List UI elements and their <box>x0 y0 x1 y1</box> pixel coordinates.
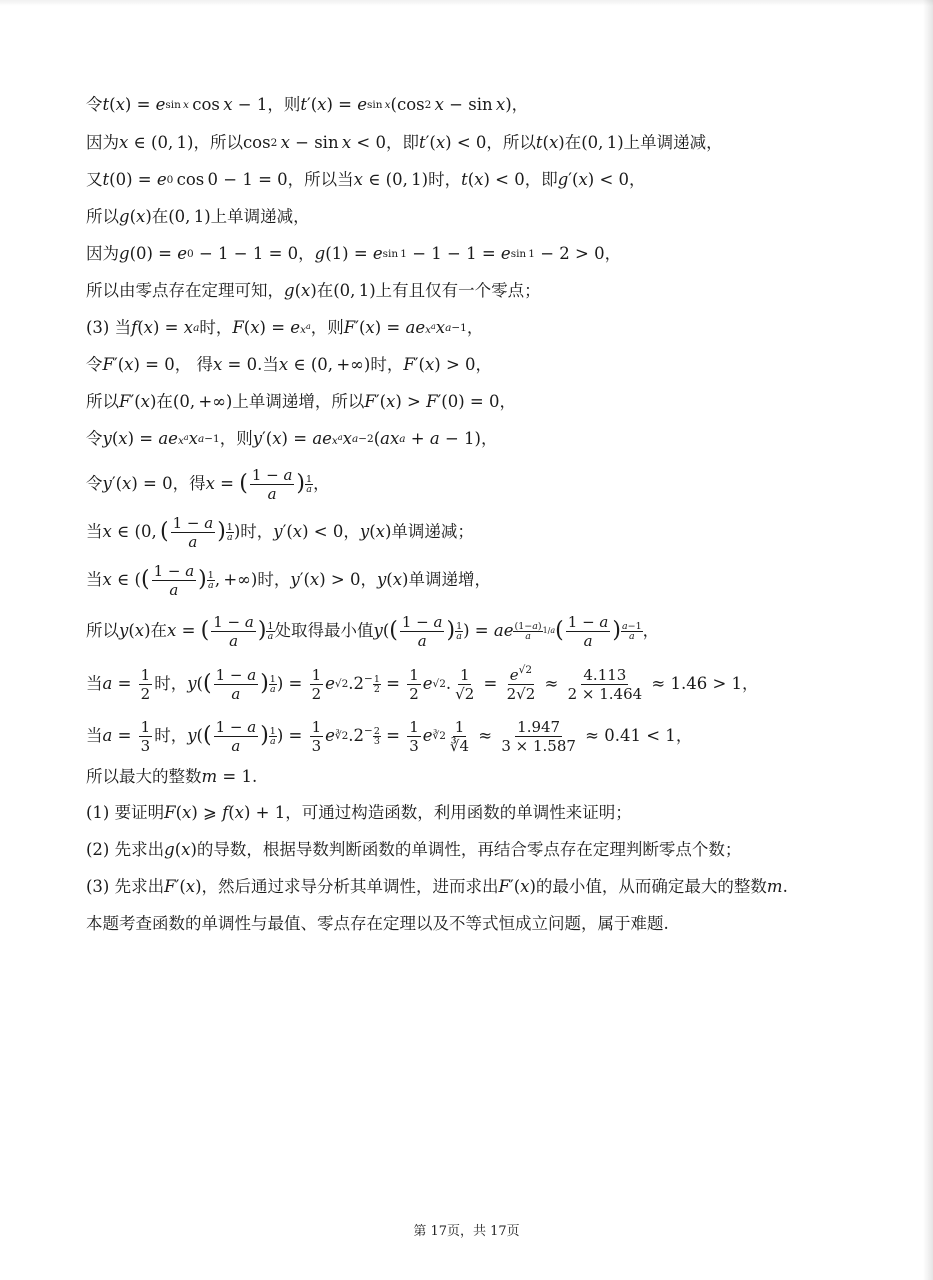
solution-line-15: 当 a = $\frac{1}{2}$ 时， y ( ( $\frac{1 - a}{a}$ ) $\frac{1}{a}$ ) = $\frac{1}{2}$ e √2 .2 − $\frac{1}{2}$ = $\frac{1}{2}$ e √2 . $\frac{1}{√2}$ = $\frac{e^{√2}}{2√2}$ ≈ $\frac{4.113}{2 \times 1.464}$ ≈ 1.46 > 1 ， <box>86 663 759 703</box>
analysis-line-3: (3) 先求出 F ′( x ) ，然后通过求导分析其单调性，进而求出 F ′( x ) 的最小值，从而确定最大的整数 m . <box>86 877 788 896</box>
analysis-line-2: (2) 先求出 g ( x ) 的导数，根据导数判断函数的单调性，再结合零点存在定理判断零点个数； <box>86 840 742 859</box>
solution-line-2: 因为 x ∈ (0, 1) ，所以 cos 2 x − sin x < 0 ，即 t ′( x ) < 0 ，所以 t ( x ) 在 (0, 1) 上单调递减， <box>86 133 723 152</box>
page-number-footer: 第 17页，共 17页 <box>413 1224 520 1239</box>
solution-line-14: 所以 y ( x ) 在 x = ( $\frac{1 - a}{a}$ ) $\frac{1}{a}$ 处取得最小值 y ( ( $\frac{1 - a}{a}$ ) $\frac{1}{a}$ ) = ae $\frac{(1-a)}{a}$ 1/a ( $\frac{1 - a}{a}$ ) $\frac{a-1}{a}$ ， <box>86 612 660 650</box>
solution-line-3: 又 t (0) = e 0 cos 0 − 1 = 0 ，所以当 x ∈ (0, 1) 时， t ( x ) < 0 ，即 g ′( x ) < 0 ， <box>86 170 646 189</box>
solution-line-5: 因为 g (0) = e 0 − 1 − 1 = 0 ， g (1) = e sin 1 − 1 − 1 = e sin 1 − 2 > 0 ， <box>86 244 622 263</box>
solution-line-13: 当 x ∈ ( ( $\frac{1 - a}{a}$ ) $\frac{1}{a}$ , +∞) 时， y ′( x ) > 0 ， y ( x ) 单调递增， <box>86 561 491 599</box>
solution-line-10: 令 y ( x ) = ae $x^a$ x a−1 ，则 y ′( x ) = ae $x^a$ x a−2 ( ax a + a − 1) ， <box>86 429 498 448</box>
solution-line-7: (3) 当 f ( x ) = x a 时， F ( x ) = e $x^a$ ，则 F ′( x ) = ae $x^a$ x a−1 ， <box>86 318 484 337</box>
analysis-line-1: (1) 要证明 F ( x ) ⩾ f ( x ) + 1 ，可通过构造函数，利用函数的单调性来证明； <box>86 803 632 822</box>
solution-line-16: 当 a = $\frac{1}{3}$ 时， y ( ( $\frac{1 - a}{a}$ ) $\frac{1}{a}$ ) = $\frac{1}{3}$ e ∛2 .2 − $\frac{2}{3}$ = $\frac{1}{3}$ e ∛2 $\frac{1}{∛4}$ ≈ $\frac{1.947}{3 \times 1.587}$ ≈ 0.41 < 1 ， <box>86 717 693 755</box>
solution-line-6: 所以由零点存在定理可知， g ( x ) 在 (0, 1) 上有且仅有一个零点； <box>86 281 541 300</box>
solution-line-1: 令 t ( x ) = e sin x cos x − 1 ，则 t ′( x ) = e sin x (cos 2 x − sin x ) ， <box>86 95 529 114</box>
solution-line-12: 当 x ∈ (0, ( $\frac{1 - a}{a}$ ) $\frac{1}{a}$ ) 时， y ′( x ) < 0 ， y ( x ) 单调递减； <box>86 513 474 551</box>
solution-line-8: 令 F ′( x ) = 0 ， 得 x = 0. 当 x ∈ (0, +∞) 时， F ′( x ) > 0 ， <box>86 355 493 374</box>
analysis-line-4: 本题考查函数的单调性与最值、零点存在定理以及不等式恒成立问题，属于难题. <box>86 914 669 933</box>
solution-line-11: 令 y ′( x ) = 0 ，得 x = ( $\frac{1 - a}{a}$ ) $\frac{1}{a}$ ， <box>86 465 330 503</box>
solution-line-9: 所以 F ′( x ) 在 (0, +∞) 上单调递增，所以 F ′( x ) > F ′(0) = 0 ， <box>86 392 516 411</box>
solution-line-17: 所以最大的整数 m = 1. <box>86 767 258 786</box>
solution-line-4: 所以 g ( x ) 在 (0, 1) 上单调递减， <box>86 207 310 226</box>
